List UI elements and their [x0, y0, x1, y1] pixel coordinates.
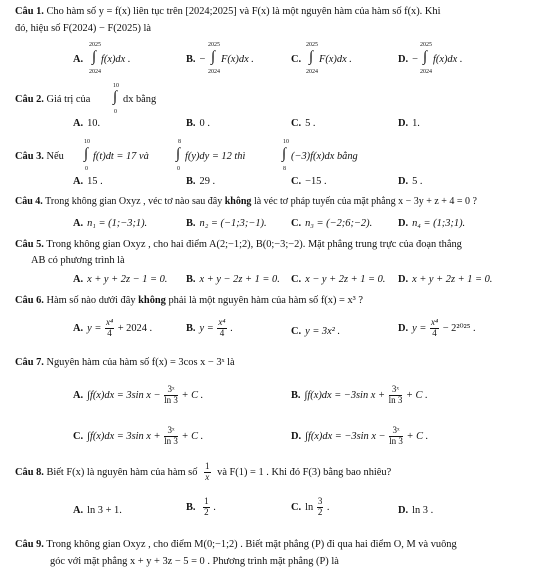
q6-d-den: 4	[432, 327, 437, 338]
integral-symbol: ∫	[211, 49, 216, 65]
q2-option-a[interactable]	[73, 119, 100, 129]
q5-b-text: x + y − 2z + 1 = 0.	[199, 274, 280, 285]
q8-line	[15, 462, 391, 483]
q2-lower: 0	[114, 109, 117, 115]
q8-c-post: .	[326, 501, 330, 513]
q6-bold: không	[138, 295, 166, 306]
q7-option-b[interactable]	[291, 385, 428, 406]
q6-b-num: x⁴	[218, 317, 226, 327]
q8-d-pre: ln 3 .	[412, 505, 434, 516]
q1-a-lower: 2024	[89, 69, 101, 75]
q1-b-lower: 2024	[208, 69, 220, 75]
q3-a-label: A.	[73, 176, 84, 187]
q2-text-post: dx bằng	[123, 94, 157, 105]
q7-b-den: ln 3	[388, 394, 403, 405]
integral-symbol: ∫	[176, 146, 181, 162]
q1-b-upper: 2025	[208, 42, 220, 48]
q8-text1: Biết F(x) là nguyên hàm của hàm số	[46, 466, 198, 478]
q8-c-fraction	[317, 497, 324, 518]
q6-b-pre: y =	[199, 322, 214, 334]
q4-text1: Trong không gian Oxyz , véc tơ nào sau đây	[45, 196, 223, 207]
q2-d-text: 1.	[412, 118, 420, 129]
q6-option-c[interactable]	[291, 327, 340, 337]
q1-a-label: A.	[73, 54, 84, 65]
q3-i2-lower: 0	[177, 166, 180, 172]
q1-c-expr: F(x)dx .	[319, 54, 352, 65]
q2-option-d[interactable]	[398, 119, 420, 129]
q8-label: Câu 8.	[15, 466, 44, 478]
q1-label: Câu 1.	[15, 6, 44, 17]
q7-c-pre: ∫f(x)dx = 3sin x +	[87, 430, 161, 442]
q1-d-expr: f(x)dx .	[433, 54, 463, 65]
q4-option-d[interactable]	[398, 219, 465, 229]
q8-option-a[interactable]	[73, 506, 122, 516]
q4-label: Câu 4.	[15, 196, 43, 207]
q7-d-fraction	[389, 426, 403, 447]
q7-option-c[interactable]	[73, 426, 203, 447]
q4-option-a[interactable]	[73, 219, 147, 229]
q1-c-lower: 2024	[306, 69, 318, 75]
q6-option-b[interactable]	[186, 318, 233, 339]
q8-text2: và F(1) = 1 . Khi đó F(3) bằng bao nhiêu?	[217, 466, 392, 478]
q3-i2-upper: 8	[178, 139, 181, 145]
q3-d-label: D.	[398, 176, 409, 187]
q6-c-pre: y = 3x² .	[305, 326, 341, 337]
integral-symbol: ∫	[84, 146, 89, 162]
q7-a-den: ln 3	[164, 394, 178, 405]
q3-d-text: 5 .	[412, 176, 423, 187]
q7-a-fraction	[164, 385, 178, 406]
q2-line	[15, 95, 90, 105]
q7-b-num: 3ˣ	[389, 385, 403, 396]
q6-b-den: 4	[219, 327, 225, 338]
q3-option-c[interactable]	[291, 177, 327, 187]
q3-line	[15, 152, 64, 162]
q7-b-label: B.	[291, 389, 301, 401]
q6-line	[15, 296, 363, 306]
q4-option-b[interactable]	[186, 219, 267, 229]
q5-option-a[interactable]	[73, 275, 167, 285]
q3-i1-upper: 10	[84, 139, 90, 145]
q1-text1: Cho hàm số y = f(x) liên tục trên [2024;2025] và F(x) là một nguyên hàm của hàm số f(x). Khi	[46, 6, 441, 17]
q7-c-den: ln 3	[164, 435, 178, 446]
q8-d-label: D.	[398, 505, 409, 516]
q8-option-b[interactable]	[186, 497, 216, 518]
q1-line1	[15, 7, 440, 17]
q4-b-text: n₂ = (−1;3;−1).	[199, 218, 267, 229]
integral-symbol: ∫	[309, 49, 314, 65]
q5-a-text: x + y + 2z − 1 = 0.	[87, 274, 168, 285]
q1-b-expr: F(x)dx .	[221, 54, 254, 65]
q6-option-a[interactable]	[73, 318, 152, 339]
q8-c-label: C.	[291, 501, 302, 513]
q9-text1: Trong không gian Oxyz , cho điểm M(0;−1;2) . Biết mặt phẳng (P) đi qua hai điểm O, M và vuông	[46, 539, 457, 550]
q9-text2: góc với mặt phẳng x + y + 3z − 5 = 0 . Phương trình mặt phẳng (P) là	[50, 556, 339, 567]
q1-c-label: C.	[291, 54, 302, 65]
q3-e1: f(t)dt = 17 và	[93, 151, 149, 162]
q7-d-num: 3ˣ	[389, 426, 403, 437]
q3-c-label: C.	[291, 176, 302, 187]
q6-a-pre: y =	[87, 322, 102, 334]
q4-a-text: n₁ = (1;−3;1).	[87, 218, 148, 229]
q6-a-label: A.	[73, 322, 84, 334]
q6-d-label: D.	[398, 322, 409, 334]
q4-d-text: n₄ = (1;3;1).	[412, 218, 466, 229]
q1-d-lower: 2024	[420, 69, 432, 75]
q3-option-b[interactable]	[186, 177, 215, 187]
q4-bold: không	[224, 196, 252, 207]
q7-b-post: + C .	[405, 389, 428, 401]
q1-b-label: B.	[186, 54, 196, 65]
q3-i3-lower: 8	[283, 166, 286, 172]
q3-option-d[interactable]	[398, 177, 423, 187]
q2-c-label: C.	[291, 118, 302, 129]
q5-option-c[interactable]	[291, 275, 385, 285]
q8-num: 1	[205, 461, 210, 471]
q5-option-b[interactable]	[186, 275, 280, 285]
q6-a-num: x⁴	[105, 317, 114, 327]
q3-b-label: B.	[186, 176, 196, 187]
q2-b-text: 0 .	[199, 118, 210, 129]
q2-option-b[interactable]	[186, 119, 210, 129]
q8-c-num: 3	[317, 496, 323, 506]
q5-c-label: C.	[291, 274, 302, 285]
q8-fraction	[204, 462, 211, 483]
q5-option-d[interactable]	[398, 275, 492, 285]
q6-d-post: − 2²⁰²⁵ .	[442, 322, 476, 334]
q8-b-den: 2	[204, 506, 209, 517]
q7-line	[15, 358, 235, 368]
q2-b-label: B.	[186, 118, 196, 129]
q8-b-post: .	[213, 501, 216, 513]
integral-symbol: ∫	[423, 49, 428, 65]
q5-d-text: x + y + 2z + 1 = 0.	[412, 274, 493, 285]
q8-b-fraction	[203, 497, 210, 518]
q3-a-text: 15 .	[87, 176, 103, 187]
q4-line	[15, 197, 477, 207]
q4-a-label: A.	[73, 218, 84, 229]
q5-b-label: B.	[186, 274, 196, 285]
integral-symbol: ∫	[113, 89, 118, 105]
q6-a-fraction	[105, 318, 114, 339]
q7-option-a[interactable]	[73, 385, 203, 406]
q2-c-text: 5 .	[305, 118, 316, 129]
q5-label: Câu 5.	[15, 239, 44, 250]
q6-text2: phải là một nguyên hàm của hàm số f(x) = x³ ?	[168, 295, 363, 306]
q8-a-pre: ln 3 + 1.	[87, 505, 122, 516]
q3-b-text: 29 .	[199, 176, 216, 187]
q6-a-post: + 2024 .	[117, 322, 153, 334]
q6-d-fraction	[430, 318, 439, 339]
q6-text1: Hàm số nào dưới đây	[46, 295, 136, 306]
q7-d-post: + C .	[406, 430, 429, 442]
q7-b-pre: ∫f(x)dx = −3sin x +	[304, 389, 385, 401]
q8-c-pre: ln	[305, 501, 314, 513]
q6-d-num: x⁴	[430, 317, 439, 327]
q7-a-pre: ∫f(x)dx = 3sin x −	[87, 389, 161, 401]
q5-d-label: D.	[398, 274, 409, 285]
q7-b-fraction	[389, 385, 403, 406]
q9-line1	[15, 540, 457, 550]
integral-symbol: ∫	[92, 49, 97, 65]
q4-d-label: D.	[398, 218, 409, 229]
q4-b-label: B.	[186, 218, 196, 229]
q7-d-den: ln 3	[389, 435, 403, 446]
q1-d-upper: 2025	[420, 42, 432, 48]
q5-c-text: x − y + 2z + 1 = 0.	[305, 274, 386, 285]
q3-label: Câu 3.	[15, 151, 44, 162]
q1-a-expr: f(x)dx .	[101, 54, 131, 65]
q1-d-label: D.	[398, 54, 409, 65]
q7-d-label: D.	[291, 430, 302, 442]
q7-a-post: + C .	[181, 389, 204, 401]
q7-option-d[interactable]	[291, 426, 428, 447]
q5-a-label: A.	[73, 274, 84, 285]
q1-text2: đó, hiệu số F(2024) − F(2025) là	[15, 23, 152, 34]
q6-b-fraction	[217, 318, 226, 339]
q7-text: Nguyên hàm của hàm số f(x) = 3cos x − 3ˣ là	[46, 357, 235, 368]
q2-option-c[interactable]	[291, 119, 316, 129]
q3-c-text: −15 .	[305, 176, 327, 187]
q6-label: Câu 6.	[15, 295, 44, 306]
q1-b-sign: −	[199, 54, 206, 65]
q6-option-d[interactable]	[398, 318, 476, 339]
q9-label: Câu 9.	[15, 539, 44, 550]
q4-option-c[interactable]	[291, 219, 372, 229]
q8-option-c[interactable]	[291, 497, 330, 518]
q7-c-fraction	[164, 426, 178, 447]
q7-a-num: 3ˣ	[164, 385, 178, 396]
q8-b-num: 1	[204, 496, 209, 506]
q3-option-a[interactable]	[73, 177, 103, 187]
q1-d-sign: −	[412, 54, 418, 65]
q7-a-label: A.	[73, 389, 84, 401]
q3-i3-upper: 10	[283, 139, 289, 145]
q2-a-text: 10.	[87, 118, 101, 129]
q8-c-den: 2	[317, 506, 323, 517]
q7-d-pre: ∫f(x)dx = −3sin x −	[305, 430, 386, 442]
q7-c-label: C.	[73, 430, 84, 442]
q7-label: Câu 7.	[15, 357, 44, 368]
q1-a-upper: 2025	[89, 42, 101, 48]
q8-a-label: A.	[73, 505, 84, 516]
q4-text2: là véc tơ pháp tuyến của mặt phẳng x − 3y + z + 4 = 0 ?	[253, 196, 477, 207]
integral-symbol: ∫	[282, 146, 287, 162]
q6-b-label: B.	[186, 322, 196, 334]
q3-t1: Nếu	[46, 151, 64, 162]
q2-upper: 10	[113, 83, 119, 89]
q5-text1: Trong không gian Oxyz , cho hai điểm A(2;−1;2), B(0;−3;−2). Mặt phẳng trung trực của đoạn thẳng	[46, 239, 462, 250]
q3-e2: f(y)dy = 12 thì	[185, 151, 246, 162]
q4-c-label: C.	[291, 218, 302, 229]
q8-den: x	[205, 471, 210, 482]
q2-a-label: A.	[73, 118, 84, 129]
q2-label: Câu 2.	[15, 94, 44, 105]
q5-text2: AB có phương trình là	[31, 255, 125, 266]
q8-option-d[interactable]	[398, 506, 433, 516]
q5-line1	[15, 240, 462, 250]
q2-text-pre: Giá trị của	[46, 94, 91, 105]
q8-b-label: B.	[186, 501, 196, 513]
q4-c-text: n₃ = (−2;6;−2).	[305, 218, 373, 229]
q6-b-post: .	[230, 322, 233, 334]
q3-e3: (−3)f(x)dx bằng	[291, 151, 358, 162]
q7-c-post: + C .	[181, 430, 204, 442]
q1-c-upper: 2025	[306, 42, 318, 48]
q6-d-pre: y =	[412, 322, 427, 334]
q6-c-label: C.	[291, 326, 302, 337]
q2-d-label: D.	[398, 118, 409, 129]
q6-a-den: 4	[107, 327, 112, 338]
q7-c-num: 3ˣ	[164, 426, 178, 437]
q3-i1-lower: 0	[85, 166, 88, 172]
